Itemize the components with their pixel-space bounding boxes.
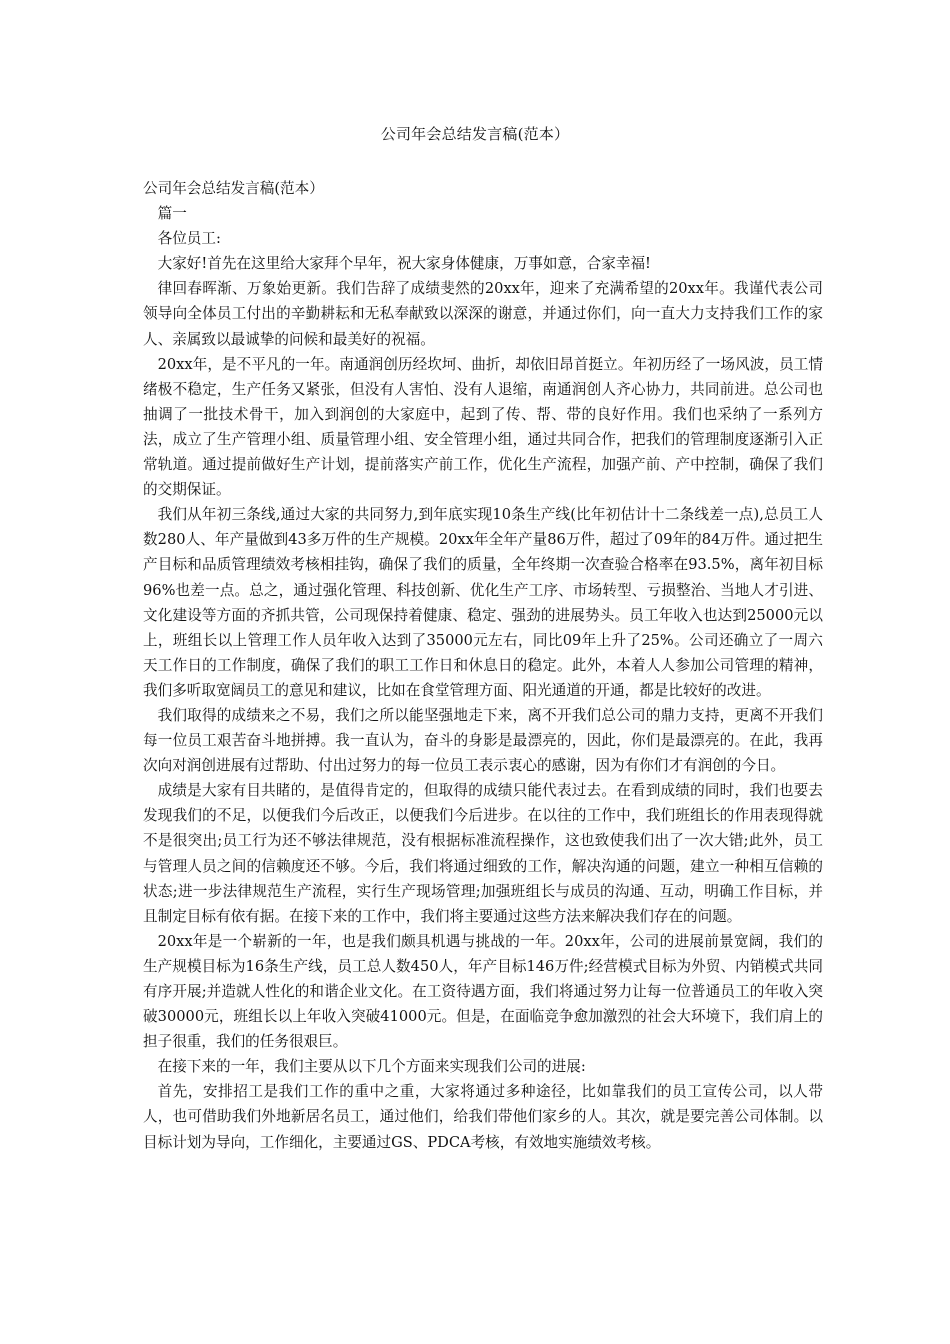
paragraph: 20xx年，是不平凡的一年。南通润创历经坎坷、曲折，却依旧昂首挺立。年初历经了一场风波，员工情绪极不稳定，生产任务又紧张，但没有人害怕、没有人退缩，南通润创人齐心协力，共同前进。总公司也抽调了一批技术骨干，加入到润创的大家庭中，起到了传、帮、带的良好作用。我们也采纳了一系列方法，成立了生产管理小组、质量管理小组、安全管理小组，通过共同合作，把我们的管理制度逐渐引入正常轨道。通过提前做好生产计划，提前落实产前工作，优化生产流程，加强产前、产中控制，确保了我们的交期保证。	[143, 355, 823, 499]
paragraph: 在接下来的一年，我们主要从以下几个方面来实现我们公司的进展:	[157, 1058, 586, 1076]
document-title: 公司年会总结发言稿(范本）	[380, 125, 570, 143]
paragraph: 20xx年是一个崭新的一年，也是我们颇具机遇与挑战的一年。20xx年，公司的进展前景宽阔，我们的生产规模目标为16条生产线，员工总人数450人，年产目标146万件;经营模式目标为外贸、内销模式共同有序开展;并造就人性化的和谐企业文化。在工资待遇方面，我们将通过努力让每一位普通员工的年收入突破30000元，班组长以上年收入突破41000元。但是，在面临竞争愈加激烈的社会大环境下，我们肩上的担子很重，我们的任务很艰巨。	[143, 932, 823, 1051]
salutation: 各位员工:	[157, 230, 221, 248]
paragraph: 律回春晖渐、万象始更新。我们告辞了成绩斐然的20xx年，迎来了充满希望的20xx年。我谨代表公司领导向全体员工付出的辛勤耕耘和无私奉献致以深深的谢意，并通过你们，向一直大力支持我们工作的家人、亲属致以最诚挚的问候和最美好的祝福。	[143, 280, 823, 348]
paragraph: 我们从年初三条线,通过大家的共同努力,到年底实现10条生产线(比年初估计十二条线差一点),总员工人数280人、年产量做到43多万件的生产规模。20xx年全年产量86万件，超过了09年的84万件。通过把生产目标和品质管理绩效考核相挂钩，确保了我们的质量，全年终期一次查验合格率在93.5%，离年初目标96%也差一点。总之，通过强化管理、科技创新、优化生产工序、市场转型、亏损整治、当地人才引进、文化建设等方面的齐抓共管，公司现保持着健康、稳定、强劲的进展势头。员工年收入也达到25000元以上，班组长以上管理工作人员年收入达到了35000元左右，同比09年上升了25%。公司还确立了一周六天工作日的工作制度，确保了我们的职工工作日和休息日的稳定。此外，本着人人参加公司管理的精神，我们多听取宽阔员工的意见和建议，比如在食堂管理方面、阳光通道的开通，都是比较好的改进。	[143, 506, 823, 699]
paragraph: 我们取得的成绩来之不易，我们之所以能坚强地走下来，离不开我们总公司的鼎力支持，更离不开我们每一位员工艰苦奋斗地拼搏。我一直认为，奋斗的身影是最漂亮的，因此，你们是最漂亮的。在此，我再次向对润创进展有过帮助、付出过努力的每一位员工表示衷心的感谢，因为有你们才有润创的今日。	[143, 706, 823, 775]
document-body	[143, 176, 823, 1155]
paragraph: 首先，安排招工是我们工作的重中之重，大家将通过多种途径，比如靠我们的员工宣传公司，以人带人，也可借助我们外地新居名员工，通过他们，给我们带他们家乡的人。其次，就是要完善公司体制。以目标计划为导向，工作细化，主要通过GS、PDCA考核，有效地实施绩效考核。	[143, 1083, 823, 1151]
body-heading: 公司年会总结发言稿(范本）	[143, 180, 324, 197]
paragraph: 大家好!首先在这里给大家拜个早年，祝大家身体健康，万事如意，合家幸福!	[157, 255, 651, 273]
section-label: 篇一	[157, 205, 187, 223]
paragraph: 成绩是大家有目共睹的，是值得肯定的，但取得的成绩只能代表过去。在看到成绩的同时，我们也要去发现我们的不足，以便我们今后改正，以便我们今后进步。在以往的工作中，我们班组长的作用表现得就不是很突出;员工行为还不够法律规范，没有根据标准流程操作，这也致使我们出了一次大错;此外，员工与管理人员之间的信赖度还不够。今后，我们将通过细致的工作，解决沟通的问题，建立一种相互信赖的状态;进一步法律规范生产流程，实行生产现场管理;加强班组长与成员的沟通、互动，明确工作目标，并且制定目标有依有据。在接下来的工作中，我们将主要通过这些方法来解决我们存在的问题。	[143, 782, 823, 925]
